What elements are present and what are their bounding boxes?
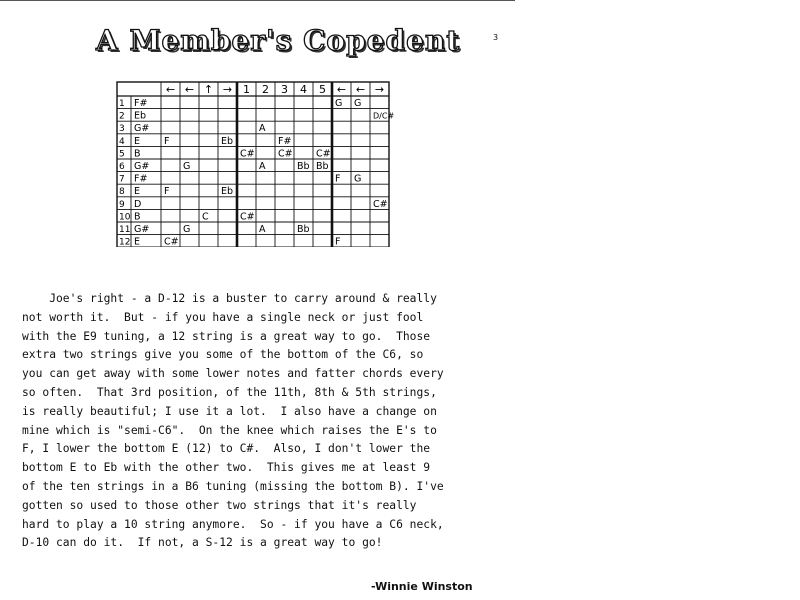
copedent-chart — [116, 81, 406, 252]
header-label: ← — [355, 83, 366, 96]
pedal-change: F — [335, 236, 341, 247]
pedal-change: C# — [373, 198, 388, 210]
pedal-change: F — [164, 135, 170, 147]
pedal-change: C# — [240, 211, 255, 223]
header-label: ↑ — [203, 83, 214, 96]
body-line: is really beautiful; I use it a lot. I also have a change on — [22, 404, 437, 418]
body-line: so often. That 3rd position, of the 11th, 8th & 5th strings, — [22, 385, 437, 399]
string-number: 2 — [119, 111, 125, 122]
pedal-change: Bb — [297, 224, 310, 235]
header-label: → — [374, 83, 385, 96]
body-line: F, I lower the bottom E (12) to C#. Also, I don't lower the — [22, 442, 431, 456]
pedal-change: F — [164, 186, 170, 198]
pedal-change: C# — [316, 148, 331, 160]
header-label: → — [222, 83, 233, 96]
pedal-change: D/C# — [373, 111, 395, 121]
pedal-change: F — [335, 173, 341, 185]
body-line: bottom E to Eb with the other two. This gives me at least 9 — [22, 461, 431, 475]
header-label: 1 — [243, 83, 250, 96]
body-line: gotten so used to those other two strings that it's really — [22, 498, 417, 512]
string-number: 4 — [119, 136, 125, 147]
string-tuning: Eb — [134, 110, 147, 122]
string-number: 3 — [119, 124, 125, 135]
header-label: 2 — [262, 83, 269, 96]
pedal-change: C# — [164, 236, 179, 247]
header-label: ← — [184, 83, 195, 96]
string-tuning: F# — [134, 98, 148, 109]
string-tuning: F# — [134, 173, 148, 185]
string-tuning: B — [134, 148, 141, 160]
pedal-change: Eb — [221, 186, 234, 198]
string-number: 7 — [119, 174, 125, 185]
string-number: 9 — [119, 199, 125, 210]
body-line: with the E9 tuning, a 12 string is a great way to go. Those — [22, 329, 431, 343]
article-body — [22, 290, 542, 553]
pedal-change: C# — [240, 148, 255, 160]
header-label: 5 — [319, 83, 326, 96]
top-rule — [0, 0, 515, 1]
pedal-change: G — [354, 98, 362, 109]
body-line: mine which is "semi-C6". On the knee which raises the E's to — [22, 423, 437, 437]
pedal-change: C — [202, 211, 209, 223]
string-number: 12 — [119, 237, 131, 247]
string-number: 5 — [119, 149, 125, 160]
string-number: 8 — [119, 187, 125, 198]
header-label: ← — [336, 83, 347, 96]
pedal-change: Bb — [316, 161, 329, 172]
string-tuning: D — [134, 198, 142, 210]
pedal-change: F# — [278, 135, 292, 147]
string-number: 6 — [119, 162, 125, 172]
header-label: 4 — [300, 83, 307, 96]
string-tuning: G# — [134, 224, 150, 235]
copedent-grid — [116, 81, 406, 247]
header-label: 3 — [281, 83, 288, 96]
pedal-change: G — [183, 161, 191, 172]
string-tuning: E — [134, 236, 141, 247]
string-tuning: E — [134, 135, 141, 147]
pedal-change: A — [259, 123, 266, 135]
pedal-change: G — [354, 173, 362, 185]
body-line: of the ten strings in a B6 tuning (missing the bottom B). I've — [22, 479, 444, 493]
string-tuning: G# — [134, 161, 150, 172]
body-line: not worth it. But - if you have a single neck or just fool — [22, 310, 424, 324]
body-line: extra two strings give you some of the bottom of the C6, so — [22, 348, 424, 362]
body-line: D-10 can do it. If not, a S-12 is a great way to go! — [22, 536, 383, 550]
page-number: 3 — [493, 33, 499, 42]
body-line: hard to play a 10 string anymore. So - if you have a C6 neck, — [22, 517, 444, 531]
string-tuning: G# — [134, 123, 150, 135]
pedal-change: C# — [278, 148, 293, 160]
header-label: ← — [165, 83, 176, 96]
body-line: you can get away with some lower notes and fatter chords every — [22, 367, 444, 381]
pedal-change: Eb — [221, 135, 234, 147]
body-line: Joe's right - a D-12 is a buster to carry around & really — [22, 292, 437, 305]
string-number: 11 — [119, 225, 131, 235]
pedal-change: G — [335, 98, 343, 109]
pedal-change: A — [259, 224, 266, 235]
string-number: 1 — [119, 99, 125, 109]
string-number: 10 — [119, 212, 131, 223]
pedal-change: G — [183, 224, 191, 235]
pedal-change: A — [259, 161, 266, 172]
pedal-change: Bb — [297, 161, 310, 172]
string-tuning: E — [134, 186, 141, 198]
string-tuning: B — [134, 211, 141, 223]
page-title: A Member's Copedent — [96, 24, 461, 57]
author-signature: -Winnie Winston — [371, 580, 473, 593]
